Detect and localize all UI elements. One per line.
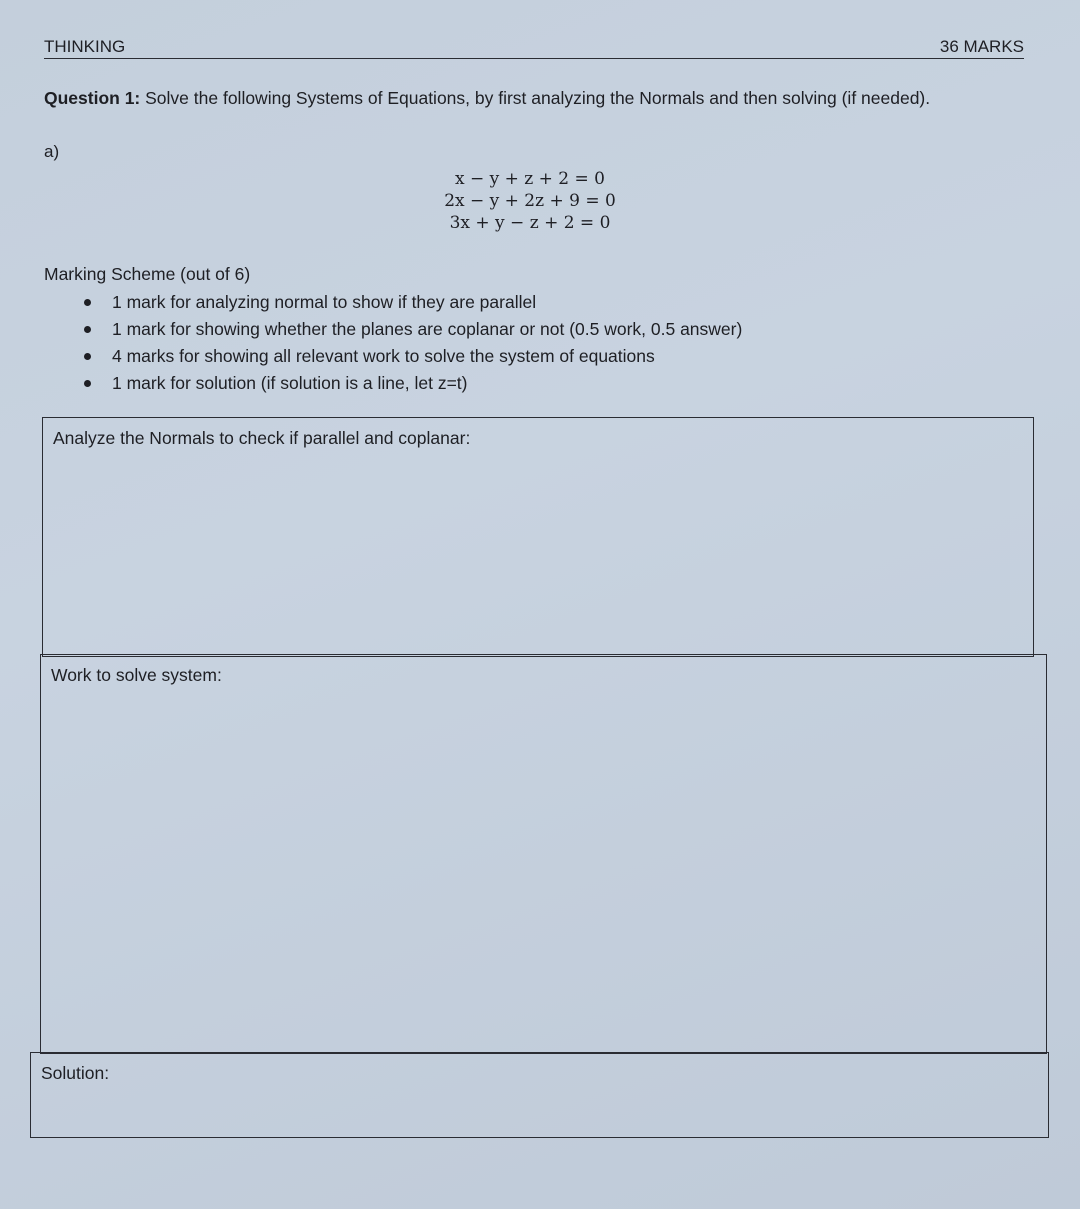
solution-answer-box[interactable] <box>30 1052 1049 1138</box>
bullet-icon <box>84 299 91 306</box>
bullet-icon <box>84 326 91 333</box>
list-item <box>70 317 742 344</box>
list-item <box>70 344 742 371</box>
solution-box-label: Solution: <box>41 1063 110 1083</box>
equation-1: x − y + z + 2 = 0 <box>455 169 605 189</box>
question-prompt <box>44 88 1044 109</box>
list-item-text: 1 mark for analyzing normal to show if they are parallel <box>112 292 537 312</box>
question-text: Solve the following Systems of Equations, by first analyzing the Normals and then solving (if needed). <box>140 88 931 108</box>
marking-scheme-list <box>70 290 742 398</box>
list-item <box>70 290 742 317</box>
marks-total: 36 MARKS <box>939 37 1024 56</box>
bullet-icon <box>84 353 91 360</box>
normals-answer-box[interactable] <box>42 417 1034 657</box>
equation-system <box>380 168 680 234</box>
list-item <box>70 371 742 398</box>
work-answer-box[interactable] <box>40 654 1047 1054</box>
bullet-icon <box>84 380 91 387</box>
section-title: THINKING <box>44 37 126 56</box>
work-box-label: Work to solve system: <box>51 665 222 685</box>
marking-scheme-title: Marking Scheme (out of 6) <box>44 264 251 284</box>
list-item-text: 1 mark for showing whether the planes are coplanar or not (0.5 work, 0.5 answer) <box>112 319 743 339</box>
list-item-text: 1 mark for solution (if solution is a line, let z=t) <box>112 373 468 393</box>
page-header <box>44 36 1024 59</box>
list-item-text: 4 marks for showing all relevant work to solve the system of equations <box>112 346 655 366</box>
question-number: Question 1: <box>44 88 141 108</box>
part-label: a) <box>44 142 60 161</box>
normals-box-label: Analyze the Normals to check if parallel and coplanar: <box>53 428 471 448</box>
equation-3: 3x + y − z + 2 = 0 <box>449 213 611 233</box>
equation-2: 2x − y + 2z + 9 = 0 <box>444 191 616 211</box>
